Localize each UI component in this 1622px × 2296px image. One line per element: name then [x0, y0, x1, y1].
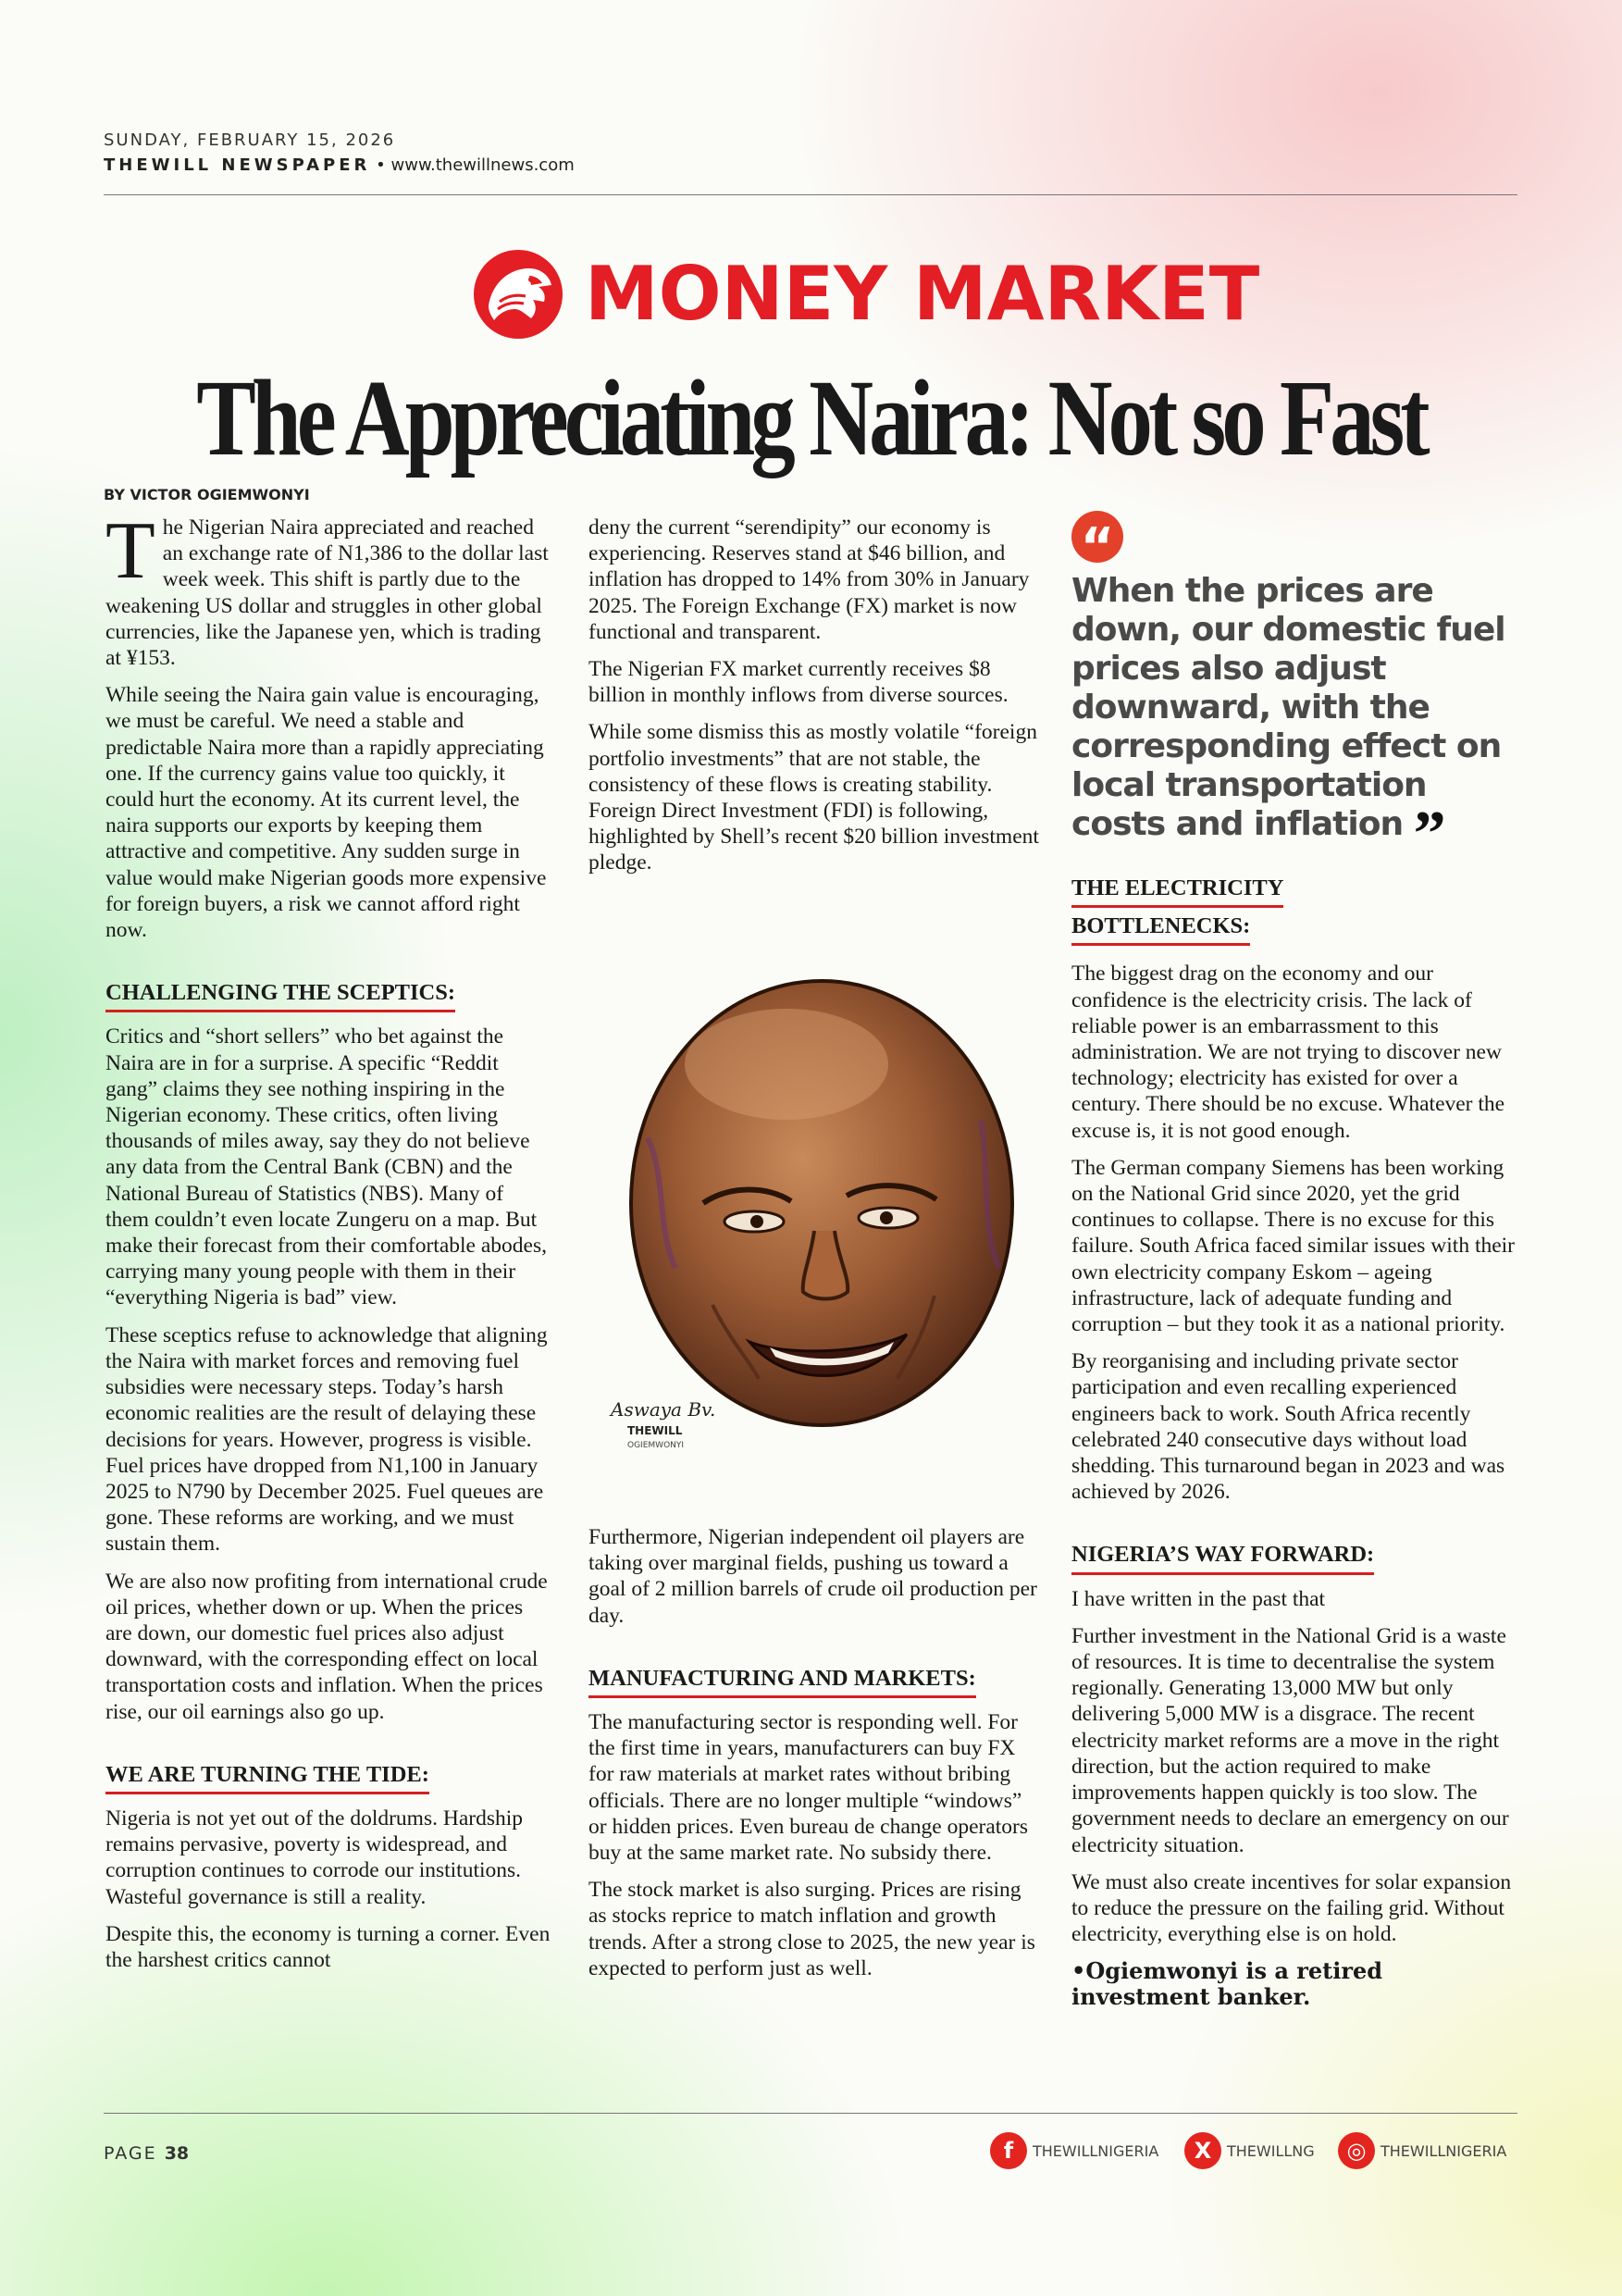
- byline: BY VICTOR OGIEMWONYI: [104, 486, 310, 503]
- paragraph: The Nigerian FX market currently receives $8 billion in monthly inflows from diverse sources.: [588, 657, 1009, 708]
- intro-paragraph: [105, 506, 551, 671]
- pull-quote-text: When the prices are down, our domestic fuel prices also adjust downward, with the corresponding effect on local transportation costs and inflation: [1071, 572, 1505, 843]
- headline: The Appreciating Naira: Not so Fast: [196, 357, 1426, 478]
- article-column-2: [588, 515, 1042, 887]
- section-header: [472, 248, 1259, 341]
- paragraph: deny the current “serendipity” our economy is experiencing. Reserves stand at $46 billion, and inflation has dropped to 14% from 30% in January 2025. The Foreign Exchange (FX) market is now functional and transparent.: [588, 515, 1030, 644]
- author-signoff: •Ogiemwonyi is a retired investment banker.: [1071, 1957, 1383, 2011]
- social-facebook[interactable]: [990, 2132, 1158, 2169]
- footer-rule: [104, 2113, 1517, 2114]
- paragraph: Furthermore, Nigerian independent oil players are taking over marginal fields, pushing us toward a goal of 2 million barrels of crude oil production per day.: [588, 1525, 1037, 1628]
- instagram-handle: THEWILLNIGERIA: [1381, 2141, 1507, 2160]
- quote-open-icon: “: [1071, 511, 1123, 563]
- illustrator-signature: Aswaya Bv.: [611, 1398, 716, 1421]
- page-label: PAGE: [104, 2143, 157, 2164]
- eagle-logo-icon: [472, 248, 564, 341]
- paragraph: The manufacturing sector is responding well. For the first time in years, manufacturers can buy FX for raw materials at market rates without bribing officials. There are no longer multiple “windows” or hidden prices. Even bureau de change operators buy at the same market rate. No subsidy there.: [588, 1710, 1029, 1866]
- article-column-2-lower: [588, 1524, 1042, 1992]
- illustration-caption: OGIEMWONYI: [627, 1441, 685, 1450]
- quote-close-icon: ”: [1413, 799, 1445, 870]
- subhead-electricity-line-1: THE ELECTRICITY: [1071, 875, 1283, 908]
- header-rule: [104, 194, 1517, 195]
- paragraph: The stock market is also surging. Prices are rising as stocks reprice to match inflation and growth trends. After a strong close to 2025, the new year is expected to perform just as well.: [588, 1878, 1035, 1980]
- x-handle: THEWILLNG: [1227, 2141, 1315, 2160]
- illustration-brand: THEWILL: [627, 1424, 683, 1437]
- intro-text: he Nigerian Naira appreciated and reached an exchange rate of N1,386 to the dollar last week week. This shift is partly due to the weakening US dollar and struggles in other global currencies, like the Japanese yen, which is trading at ¥153.: [105, 515, 549, 671]
- article-column-3: [1071, 511, 1525, 2021]
- caricature-drawing: [592, 953, 1036, 1471]
- article-column-1: [105, 506, 551, 1984]
- issue-date: SUNDAY, FEBRUARY 15, 2026: [104, 130, 396, 150]
- social-x[interactable]: [1184, 2132, 1315, 2169]
- subhead-block: [1071, 875, 1525, 955]
- publication-website[interactable]: www.thewillnews.com: [390, 155, 575, 175]
- page-number-value: 38: [164, 2143, 190, 2164]
- facebook-icon: f: [990, 2132, 1027, 2169]
- publication-line: [104, 155, 575, 175]
- x-icon: X: [1184, 2132, 1221, 2169]
- paragraph: Critics and “short sellers” who bet against the Naira are in for a surprise. A specific “Reddit gang” claims they see nothing inspiring in the Nigerian economy. These critics, often living thousands of miles away, say they do not believe any data from the Central Bank (CBN) and the National Bureau of Statistics (NBS). Many of them couldn’t even locate Zungeru on a map. But make their forecast from their comfortable abodes, carrying many young people with them in their “everything Nigeria is bad” view.: [105, 1024, 547, 1310]
- paragraph: I have written in the past that: [1071, 1586, 1326, 1611]
- paragraph: While some dismiss this as mostly volatile “foreign portfolio investments” that are not stable, the consistency of these flows is creating stability. Foreign Direct Investment (FDI) is following, highlighted by Shell’s recent $20 billion investment pledge.: [588, 720, 1039, 875]
- page-number: [104, 2143, 189, 2164]
- subhead-block: [105, 980, 551, 1022]
- subhead-turning-the-tide: WE ARE TURNING THE TIDE:: [105, 1762, 429, 1794]
- publication-name: THEWILL NEWSPAPER: [104, 155, 371, 175]
- paragraph: The German company Siemens has been working on the National Grid since 2020, yet the grid continues to collapse. There is no excuse for this failure. South Africa faced similar issues with their own electricity company Eskom – ageing infrastructure, lack of adequate funding and corruption – but they took it as a national priority.: [1071, 1155, 1516, 1337]
- subhead-challenging-the-sceptics: CHALLENGING THE SCEPTICS:: [105, 980, 455, 1012]
- paragraph: We must also create incentives for solar expansion to reduce the pressure on the failing grid. Without electricity, everything else is on hold.: [1071, 1869, 1512, 1947]
- facebook-handle: THEWILLNIGERIA: [1033, 2141, 1159, 2160]
- paragraph: Further investment in the National Grid is a waste of resources. It is time to decentralise the system regionally. Generating 13,000 MW but only delivering 5,000 MW is a disgrace. The recent electricity market reforms are a move in the right direction, but the action required to make improvements happen quickly is too slow. The government needs to declare an emergency on our electricity situation.: [1071, 1623, 1509, 1857]
- paragraph: By reorganising and including private sector participation and even recalling experienced engineers back to work. South Africa recently celebrated 240 consecutive days without load shedding. This turnaround began in 2023 and was achieved by 2026.: [1071, 1349, 1505, 1505]
- subhead-block: [105, 1762, 551, 1804]
- subhead-block: [588, 1666, 1042, 1707]
- author-caricature: [592, 953, 1036, 1471]
- paragraph: Despite this, the economy is turning a corner. Even the harshest critics cannot: [105, 1921, 551, 1972]
- paragraph: These sceptics refuse to acknowledge that aligning the Naira with market forces and removing fuel subsidies were necessary steps. Today’s harsh economic realities are the result of delaying these decisions for years. However, progress is visible. Fuel prices have dropped from N1,100 in January 2025 to N790 by December 2025. Fuel queues are gone. These reforms are working, and we must sustain them.: [105, 1322, 548, 1557]
- social-instagram[interactable]: [1338, 2132, 1506, 2169]
- paragraph: Nigeria is not yet out of the doldrums. Hardship remains pervasive, poverty is widespread, and corruption continues to corrode our institutions. Wasteful governance is still a reality.: [105, 1806, 523, 1909]
- pull-quote: [1071, 572, 1525, 870]
- paragraph: We are also now profiting from international crude oil prices, whether down or up. When the prices are down, our domestic fuel prices also adjust downward, with the corresponding effect on local transportation costs and inflation. When the prices rise, our oil earnings also go up.: [105, 1569, 548, 1724]
- subhead-manufacturing-and-markets: MANUFACTURING AND MARKETS:: [588, 1666, 976, 1698]
- instagram-icon: ◎: [1338, 2132, 1375, 2169]
- drop-cap: T: [105, 506, 155, 596]
- subhead-electricity-line-2: BOTTLENECKS:: [1071, 913, 1250, 946]
- publication-separator: •: [376, 155, 386, 175]
- paragraph: The biggest drag on the economy and our confidence is the electricity crisis. The lack of reliable power is an embarrassment to this administration. We are not trying to discover new technology; electricity has existed for over a century. There should be no excuse. Whatever the excuse is, it is not good enough.: [1071, 962, 1505, 1143]
- subhead-block: [1071, 1542, 1525, 1583]
- subhead-way-forward: NIGERIA’S WAY FORWARD:: [1071, 1542, 1374, 1574]
- section-title: MONEY MARKET: [585, 251, 1260, 337]
- paragraph: While seeing the Naira gain value is encouraging, we must be careful. We need a stable and predictable Naira more than a rapidly appreciating one. If the currency gains value too quickly, it could hurt the economy. At its current level, the naira supports our exports by keeping them attractive and competitive. Any sudden surge in value would make Nigerian goods more expensive for foreign buyers, a risk we cannot afford right now.: [105, 683, 547, 943]
